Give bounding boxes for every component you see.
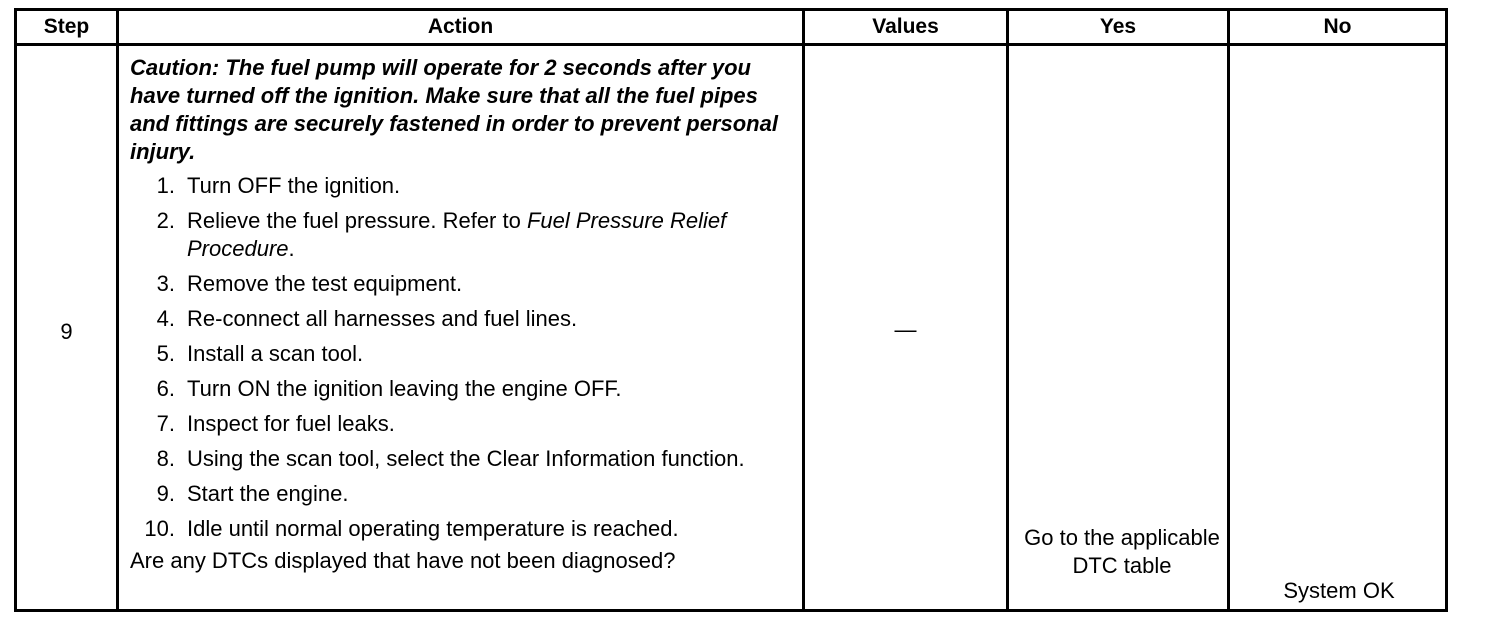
list-item: 7. Inspect for fuel leaks.: [156, 411, 395, 436]
values-cell: —: [894, 317, 917, 342]
list-item: 3. Remove the test equipment.: [156, 271, 463, 296]
list-item: 1. Turn OFF the ignition.: [156, 173, 401, 198]
list-item: 10. Idle until normal operating temperature is reached.: [144, 516, 679, 541]
header-yes: Yes: [1099, 15, 1137, 38]
no-result: System OK: [1283, 578, 1395, 603]
procedure-reference: Fuel Pressure Relief Procedure: [187, 208, 727, 261]
list-item: 9. Start the engine.: [156, 481, 349, 506]
list-item: 2. Relieve the fuel pressure. Refer to Fuel Pressure Relief Procedure.: [156, 208, 727, 261]
list-item: 6. Turn ON the ignition leaving the engine OFF.: [156, 376, 622, 401]
list-item: 8. Using the scan tool, select the Clear Information function.: [156, 446, 745, 471]
list-item: 4. Re-connect all harnesses and fuel lines.: [156, 306, 578, 331]
table-border-left: [14, 8, 17, 612]
col-divider-action: [802, 8, 805, 612]
list-item: 5. Install a scan tool.: [156, 341, 364, 366]
yes-result: Go to the applicable DTC table: [1024, 525, 1220, 578]
table-border-bottom: [14, 609, 1448, 612]
col-divider-step: [116, 8, 119, 612]
header-divider: [14, 43, 1448, 46]
diagnostic-question: Are any DTCs displayed that have not been diagnosed?: [130, 548, 676, 573]
header-values: Values: [872, 15, 939, 38]
col-divider-values: [1006, 8, 1009, 612]
step-number: 9: [60, 319, 73, 344]
header-action: Action: [427, 15, 494, 38]
table-border-top: [14, 8, 1448, 11]
header-no: No: [1323, 15, 1352, 38]
caution-text: Caution: The fuel pump will operate for 2 seconds after you have turned off the ignition. Make sure that all the fuel pipes and fittings are securely fastened in order to prevent personal injury.: [130, 55, 778, 164]
col-divider-yes: [1227, 8, 1230, 612]
header-step: Step: [43, 15, 90, 38]
table-border-right: [1445, 8, 1448, 612]
action-cell: [130, 54, 795, 575]
procedure-steps: [130, 172, 795, 543]
